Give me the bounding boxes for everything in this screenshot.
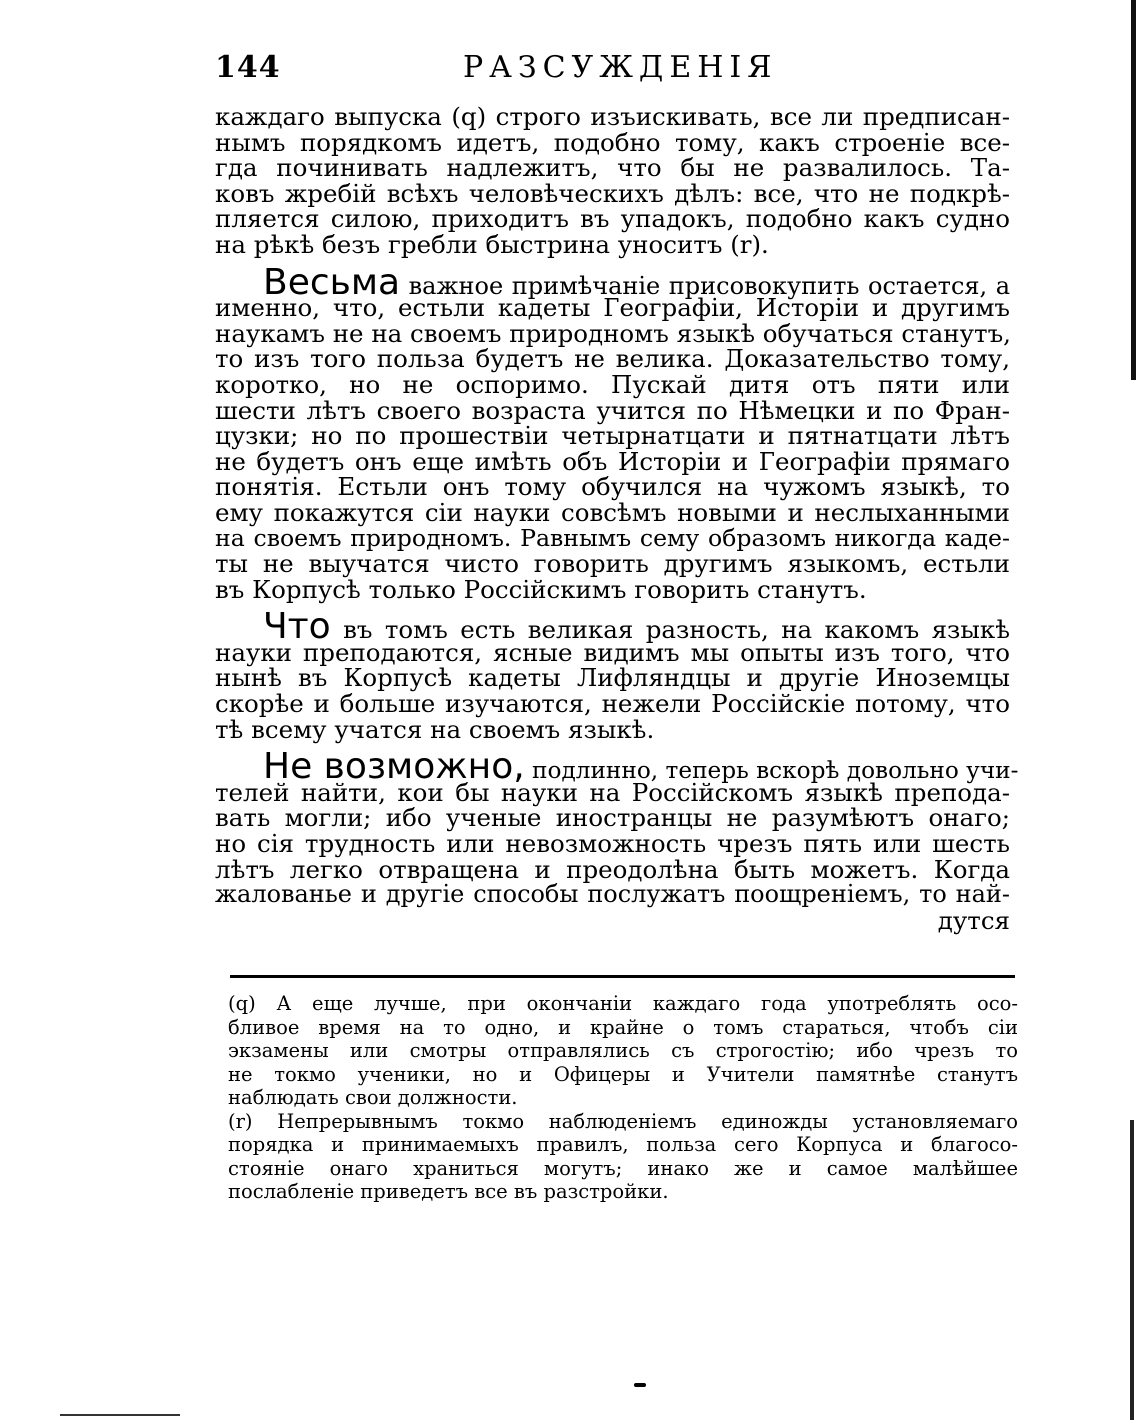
text-line: на своемъ природномъ. Равнымъ сему образомъ никогда каде- <box>215 523 1010 552</box>
footnote-separator <box>230 975 1015 978</box>
text-line: не будетъ онъ еще имѣть объ Исторіи и Географіи прямаго <box>215 446 1010 476</box>
footnote-line: (r) Непрерывнымъ токмо наблюденіемъ единожды установляемаго <box>228 1109 1018 1133</box>
paragraph-lead-word: Что <box>263 606 331 648</box>
footnote-line: не токмо ученики, но и Офицеры и Учители памятнѣе станутъ <box>228 1062 1018 1086</box>
main-text <box>215 102 1019 935</box>
text-line: пляется силою, приходитъ въ упадокъ, подобно какъ судно <box>215 204 1010 234</box>
text-line <box>215 746 1019 788</box>
catchword: дутся <box>937 905 1010 935</box>
paragraph <box>215 104 1010 258</box>
paragraph-lead-word: Не возможно, <box>263 746 525 788</box>
footnote-line: послабленіе приведетъ все въ разстройки. <box>228 1180 669 1203</box>
text-line: коротко, но не оспоримо. Пускай дитя отъ пяти или <box>215 369 1010 399</box>
scan-artifact <box>60 1414 180 1416</box>
text-line: то изъ того польза будетъ не велика. Доказательство тому, <box>215 344 1010 374</box>
text-line: скорѣе и больше изучаются, нежели Россійскіе потому, что <box>215 689 1010 719</box>
text-line: ковъ жребій всѣхъ человѣческихъ дѣлъ: все, что не подкрѣ- <box>215 178 1010 208</box>
paragraph <box>215 746 1019 909</box>
footnote-r <box>228 1110 1018 1204</box>
text-line: ему покажутся сіи науки совсѣмъ новыми и неслыханными <box>215 497 1010 527</box>
text-line: телей найти, кои бы науки на Россійскомъ языкѣ препода- <box>215 777 1010 807</box>
text-line: но сія трудность или невозможность чрезъ пять или шесть <box>215 829 1010 859</box>
footnote-line: экзамены или смотры отправлялись съ строгостію; ибо чрезъ то <box>228 1039 1018 1062</box>
text-line: наукамъ не на своемъ природномъ языкѣ обучаться станутъ, <box>215 318 1011 348</box>
text-line-content: въ томъ есть великая разность, на какомъ языкѣ <box>343 615 1010 645</box>
footnote-line: наблюдать свои должности. <box>228 1086 518 1109</box>
text-line-content: подлинно, теперь вскорѣ довольно учи- <box>532 757 1019 785</box>
ink-spot <box>634 1383 646 1387</box>
text-line: именно, что, естьли кадеты Географіи, Исторіи и другимъ <box>215 293 1010 323</box>
text-line: лѣтъ легко отвращена и преодолѣна быть можетъ. Когда <box>215 854 1010 884</box>
page-header <box>215 46 1010 90</box>
text-line: каждаго выпуска (q) строго изъискивать, все ли предписан- <box>215 102 1010 131</box>
paragraph <box>215 606 1010 744</box>
text-line: понятія. Естьли онъ тому обучился на чужомъ языкѣ, то <box>215 472 1010 502</box>
text-line: цузки; но по прошествіи четырнатцати и пятнатцати лѣтъ <box>215 421 1010 451</box>
footnote-line: порядка и принимаемыхъ правилъ, польза сего Корпуса и благосо- <box>228 1133 1018 1156</box>
footnote-q <box>228 992 1018 1110</box>
paragraph-lead-word: Весьма <box>263 261 401 303</box>
text-line: гда починивать надлежитъ, что бы не развалилось. Та- <box>215 153 1010 183</box>
text-line-content: важное примѣчаніе присовокупить остается, а <box>408 271 1010 300</box>
running-title: РАЗСУЖДЕНІЯ <box>463 50 778 85</box>
text-line: тѣ всему учатся на своемъ языкѣ. <box>215 714 655 744</box>
text-line: въ Корпусѣ только Россійскимъ говорить станутъ. <box>215 574 867 604</box>
footnotes <box>228 992 1018 1204</box>
text-line: жалованье и другіе способы послужатъ поощреніемъ, то най- <box>215 880 1010 909</box>
text-line: нынѣ въ Корпусѣ кадеты Лифляндцы и другіе Иноземцы <box>215 663 1010 693</box>
text-line: шести лѣтъ своего возраста учится по Нѣмецки и по Фран- <box>215 395 1010 425</box>
scan-edge-shadow <box>1131 0 1136 380</box>
text-line: на рѣкѣ безъ гребли быстрина уноситъ (r). <box>215 229 769 259</box>
text-line: науки преподаются, ясные видимъ мы опыты изъ того, что <box>215 637 1010 667</box>
page-number: 144 <box>215 50 281 85</box>
scan-edge-shadow <box>1130 1120 1134 1420</box>
footnote-line: (q) А еще лучше, при окончаніи каждаго года употреблять осо- <box>228 992 1018 1015</box>
text-line: ты не выучатся чисто говорить другимъ языкомъ, естьли <box>215 549 1010 579</box>
text-line: вать могли; ибо ученые иностранцы не разумѣютъ онаго; <box>215 803 1010 833</box>
footnote-line: бливое время на то одно, и крайне о томъ стараться, чтобъ сіи <box>228 1015 1018 1039</box>
text-line <box>215 606 1010 648</box>
text-line: нымъ порядкомъ идетъ, подобно тому, какъ строеніе все- <box>215 127 1010 157</box>
footnote-line: стояніе онаго храниться могутъ; инако же и самое малѣйшее <box>228 1156 1018 1180</box>
text-line <box>215 261 1010 303</box>
paragraph <box>215 261 1011 604</box>
